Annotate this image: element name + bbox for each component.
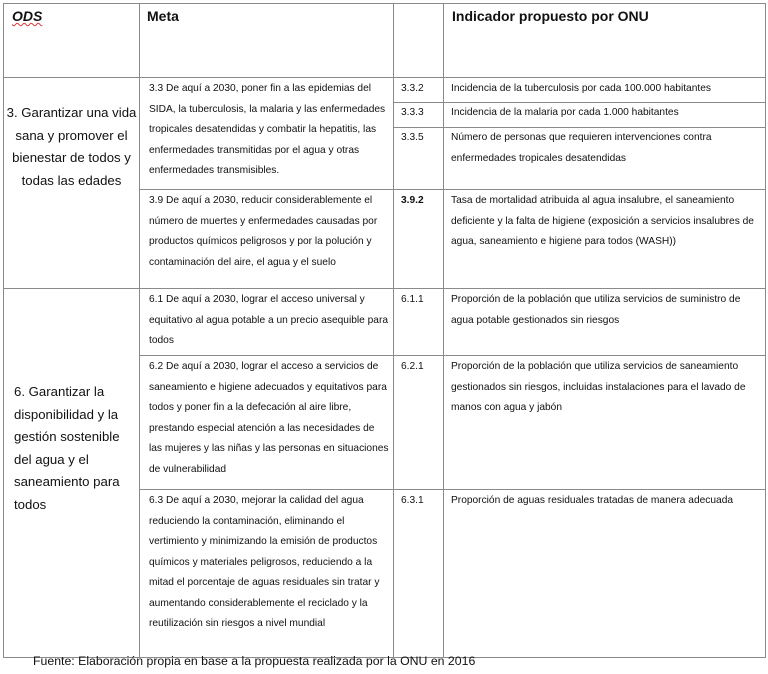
source-caption: Fuente: Elaboración propia en base a la propuesta realizada por la ONU en 2016 <box>33 654 476 668</box>
meta-3-9-cell: 3.9 De aquí a 2030, reducir considerablemente el número de muertes y enfermedades causadas por productos químicos peligrosos y por la polución y contaminación del aire, el agua y el suelo <box>140 190 394 289</box>
meta-3-3-cell: 3.3 De aquí a 2030, poner fin a las epidemias del SIDA, la tuberculosis, la malaria y las enfermedades tropicales desatendidas y combatir la hepatitis, las enfermedades transmitidas por el agua y otras enfermedades transmisibles. <box>140 78 394 190</box>
ods-6-cell: 6. Garantizar la disponibilidad y la gestión sostenible del agua y el saneamiento para todos <box>4 289 140 658</box>
indicator-text-cell <box>444 78 766 190</box>
meta-6-2-cell: 6.2 De aquí a 2030, lograr el acceso a servicios de saneamiento e higiene adecuados y equitativos para todos y poner fin a la defecación al aire libre, prestando especial atención a las necesidades de las mujeres y las niñas y las personas en situaciones de vulnerabilidad <box>140 356 394 490</box>
indicator-number: 3.3.2 <box>401 83 424 94</box>
table-row <box>4 289 766 356</box>
indicator-text: Tasa de mortalidad atribuida al agua insalubre, el saneamiento deficiente y la falta de higiene (exposición a servicios insalubres de agua, saneamiento e higiene para todos (WASH)) <box>444 190 766 289</box>
header-indicador: Indicador propuesto por ONU <box>444 4 766 78</box>
indicator-number: 6.2.1 <box>394 356 444 490</box>
indicator-text: Proporción de aguas residuales tratadas de manera adecuada <box>444 490 766 658</box>
header-ods: ODS <box>4 4 140 78</box>
indicator-number-cell <box>394 78 444 190</box>
indicator-number: 6.3.1 <box>394 490 444 658</box>
indicator-number: 6.1.1 <box>394 289 444 356</box>
table-header-row <box>4 4 766 78</box>
header-number <box>394 4 444 78</box>
indicator-number: 3.9.2 <box>394 190 444 289</box>
indicator-text: Proporción de la población que utiliza servicios de suministro de agua potable gestionados sin riesgos <box>444 289 766 356</box>
meta-6-1-cell: 6.1 De aquí a 2030, lograr el acceso universal y equitativo al agua potable a un precio asequible para todos <box>140 289 394 356</box>
ods-3-cell: 3. Garantizar una vida sana y promover el bienestar de todos y todas las edades <box>4 78 140 289</box>
indicator-text: Incidencia de la malaria por cada 1.000 habitantes <box>451 107 679 118</box>
table-row <box>4 78 766 190</box>
header-meta: Meta <box>140 4 394 78</box>
indicator-text: Número de personas que requieren intervenciones contra enfermedades tropicales desatendidas <box>451 132 712 164</box>
indicator-text: Proporción de la población que utiliza servicios de saneamiento gestionados sin riesgos, incluidas instalaciones para el lavado de manos con agua y jabón <box>444 356 766 490</box>
ods-table <box>3 3 766 658</box>
meta-6-3-cell: 6.3 De aquí a 2030, mejorar la calidad del agua reduciendo la contaminación, eliminando el vertimiento y minimizando la emisión de productos químicos y materiales peligrosos, reduciendo a la mitad el porcentaje de aguas residuales sin tratar y aumentando considerablemente el reciclado y la reutilización sin riesgos a nivel mundial <box>140 490 394 658</box>
indicator-text: Incidencia de la tuberculosis por cada 100.000 habitantes <box>451 83 711 94</box>
indicator-number: 3.3.3 <box>401 107 424 118</box>
indicator-number: 3.3.5 <box>401 132 424 143</box>
